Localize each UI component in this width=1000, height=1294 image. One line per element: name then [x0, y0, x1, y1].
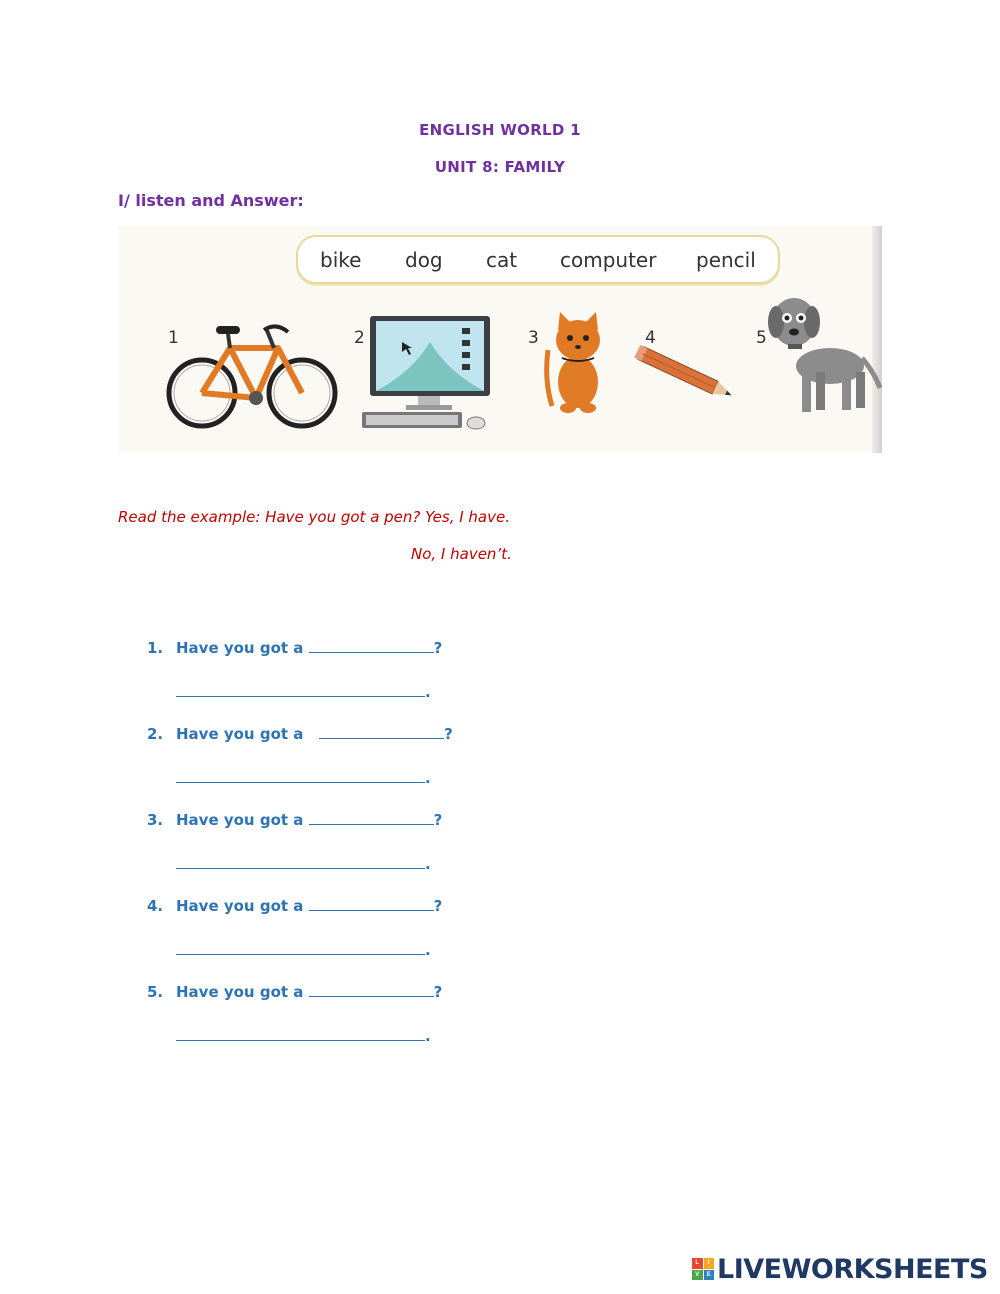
picture-number-3: 3 — [528, 328, 539, 348]
answer-1 — [176, 682, 431, 701]
question-text: Have you got a — [176, 897, 309, 915]
question-4 — [147, 896, 442, 915]
question-text: Have you got a — [176, 983, 309, 1001]
question-mark: ? — [444, 725, 453, 743]
question-number: 2. — [147, 725, 164, 743]
answer-3 — [176, 854, 431, 873]
answer-period: . — [425, 941, 431, 959]
question-1 — [147, 638, 442, 657]
question-blank-input[interactable] — [319, 724, 444, 739]
word-computer: computer — [560, 248, 657, 272]
pencil-icon — [632, 344, 744, 406]
question-text: Have you got a — [176, 639, 309, 657]
answer-blank-input[interactable] — [176, 1026, 425, 1041]
question-number: 5. — [147, 983, 164, 1001]
question-blank-input[interactable] — [309, 810, 434, 825]
question-text: Have you got a — [176, 811, 309, 829]
question-mark: ? — [433, 811, 443, 829]
logo-icon: L I V E — [692, 1258, 714, 1280]
cat-icon — [542, 310, 608, 414]
answer-5 — [176, 1026, 431, 1045]
question-text: Have you got a — [176, 725, 320, 743]
question-mark: ? — [433, 983, 443, 1001]
logo-text: LIVEWORKSHEETS — [717, 1253, 988, 1285]
question-5 — [147, 982, 442, 1001]
answer-2 — [176, 768, 431, 787]
word-bike: bike — [320, 248, 362, 272]
bicycle-icon — [166, 318, 338, 433]
question-blank-input[interactable] — [309, 982, 434, 997]
question-number: 3. — [147, 811, 164, 829]
picture-number-4: 4 — [645, 328, 656, 348]
word-dog: dog — [405, 248, 443, 272]
question-mark: ? — [433, 639, 443, 657]
word-box — [296, 235, 780, 284]
picture-number-5: 5 — [756, 328, 767, 348]
answer-4 — [176, 940, 431, 959]
answer-period: . — [425, 769, 431, 787]
worksheet-title: ENGLISH WORLD 1 — [419, 121, 581, 139]
computer-icon — [362, 312, 492, 434]
word-pencil: pencil — [696, 248, 756, 272]
question-mark: ? — [433, 897, 443, 915]
picture-number-1: 1 — [168, 328, 179, 348]
dog-icon — [764, 292, 882, 416]
question-2 — [147, 724, 453, 743]
section-title: I/ listen and Answer: — [118, 191, 304, 210]
example-text: Read the example: Have you got a pen? Yes, I have. — [118, 508, 510, 526]
example-negative-text: No, I haven’t. — [411, 545, 512, 563]
answer-period: . — [425, 683, 431, 701]
liveworksheets-logo[interactable] — [692, 1254, 988, 1284]
question-3 — [147, 810, 442, 829]
answer-period: . — [425, 855, 431, 873]
question-number: 4. — [147, 897, 164, 915]
answer-blank-input[interactable] — [176, 854, 425, 869]
answer-blank-input[interactable] — [176, 682, 425, 697]
question-number: 1. — [147, 639, 164, 657]
word-cat: cat — [486, 248, 518, 272]
picture-number-2: 2 — [354, 328, 365, 348]
question-blank-input[interactable] — [309, 638, 434, 653]
question-blank-input[interactable] — [309, 896, 434, 911]
unit-title: UNIT 8: FAMILY — [434, 158, 566, 176]
answer-period: . — [425, 1027, 431, 1045]
vocabulary-picture — [118, 226, 882, 453]
answer-blank-input[interactable] — [176, 768, 425, 783]
answer-blank-input[interactable] — [176, 940, 425, 955]
